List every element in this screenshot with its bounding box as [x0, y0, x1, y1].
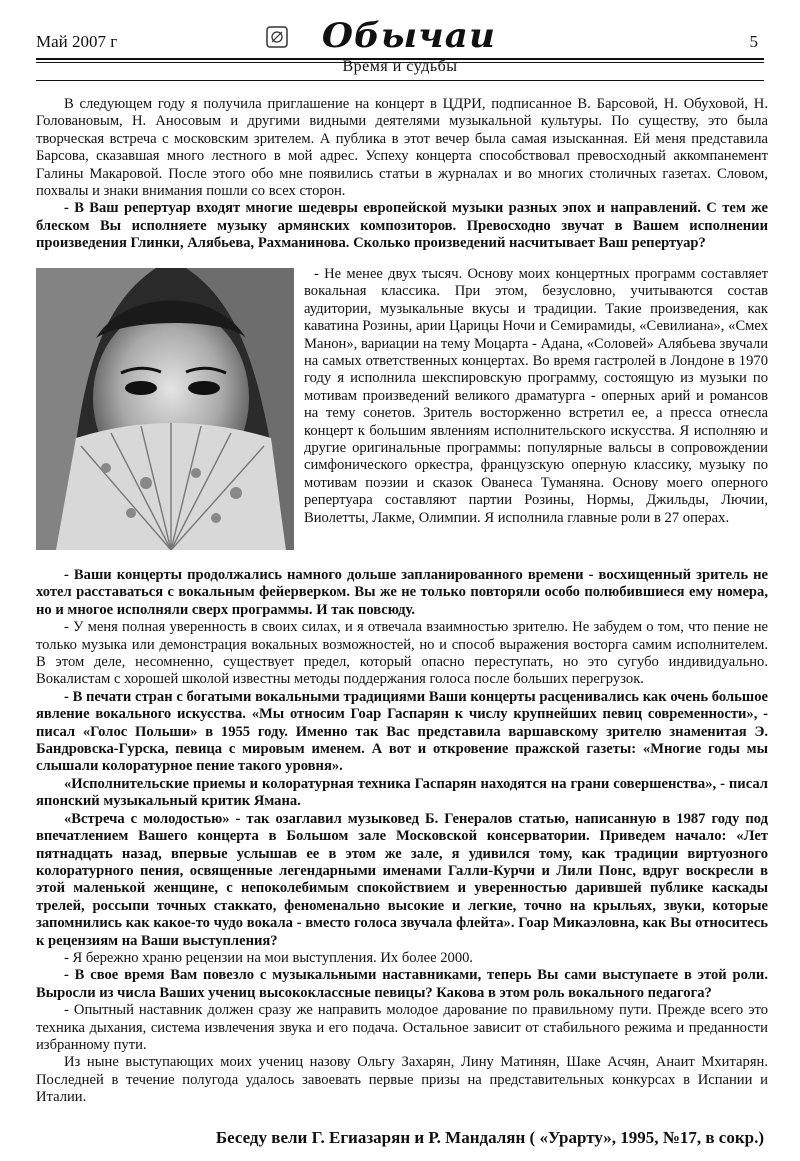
article-top	[36, 96, 768, 253]
interview-answer: - У меня полная уверенность в своих силах, и я отвечала взаимностью зрителю. Не забудем о том, что пение не только музыка или демонстрация вокальных возможностей, но и способ выражения восторга самим исполнителем. В этом деле, несомненно, существует предел, который опасно переступать, но это сугубо индивидуально. Вокалистам с хорошей школой известны методы поддержания голоса после больших перегрузок.	[36, 619, 768, 688]
page-header	[36, 12, 764, 58]
interview-answer: - Опытный наставник должен сразу же направить молодое дарование по правильному пути. Прежде всего это техника дыхания, система извлечения звука и его подача. Остальное зависит от стабильного режима и преданности избранному пути.	[36, 1002, 768, 1053]
interview-answer: - Я бережно храню рецензии на мои выступления. Их более 2000.	[64, 949, 474, 966]
interview-question: «Встреча с молодостью» - так озаглавил музыковед Б. Генералов статью, написанную в 1987 году под впечатлением Вашего концерта в Большом зале Московской консерватории. Приведем начало: «Лет пятнадцать назад, впервые услышав ее в этом же зале, я удивился тому, как традиции виртуозного колоратурного пения, освященные легендарными именами Галли-Курчи и Лили Понс, вдруг воскресли в этой маленькой женщине, с непоколебимым спокойствием и уверенностью дарившей публике каскады трелей, россыпи точных стаккато, феноменально высокие и легкие, точно на крыльях, звуки, которые запомнились как какое-то чудо вокала - вместо голоса звучала флейта». Гоар Микаэловна, как Вы относитесь к рецензиям на Ваши выступления?	[36, 810, 768, 949]
newspaper-title: Обычаи	[321, 16, 496, 56]
page-number: 5	[749, 32, 758, 51]
singer-portrait-photo	[36, 268, 294, 550]
section-title: Время и судьбы	[342, 58, 458, 75]
article-credit: Беседу вели Г. Егиазарян и Р. Мандалян ( «Урарту», 1995, №17, в сокр.)	[215, 1128, 764, 1147]
issue-date: Май 2007 г	[36, 32, 118, 51]
paragraph: В следующем году я получила приглашение на концерт в ЦДРИ, подписанное В. Барсовой, Н. Обуховой, Н. Головановым, Н. Аносовым и другими видными деятелями музыкальной культуры. По существу, это была творческая встреча с московским зрителем. А публика в этот вечер была самая изысканная. Ей меня представила Барсова, сказавшая много лестного в мой адрес. Успеху концерта способствовал превосходный аккомпанемент Галины Макаровой. После этого обо мне появились статьи в журналах и во многих столичных газетах. Словом, похвалы и знаки внимания пошли со всех сторон.	[36, 96, 768, 200]
interview-question: - В печати стран с богатыми вокальными традициями Ваши концерты расценивались как очень большое явление вокального искусства. «Мы относим Гоар Гаспарян к числу крупнейших певиц современности», - писал «Голос Польши» в 1955 году. Именно так Вас представила варшавскому зрителю знаменитая Э. Бандровска-Гурска, певица с мировым именем. А вот и откровение пражской газеты: «Многие годы мы слышали колоратурное пение такого уровня».	[36, 688, 768, 775]
interview-question: - В Ваш репертуар входят многие шедевры европейской музыки разных эпох и направлений. С тем же блеском Вы исполняете музыку армянских композиторов. Превосходно звучат в Вашем исполнении произведения Глинки, Алябьева, Рахманинова. Сколько произведений насчитывает Ваш репертуар?	[36, 200, 768, 252]
section-divider	[36, 80, 764, 81]
quote-paragraph: «Исполнительские приемы и колоратурная техника Гаспарян находятся на грани совершенства», - писал японский музыкальный критик Ямана.	[36, 775, 768, 810]
publisher-emblem-icon	[266, 26, 288, 48]
article-side-column	[304, 266, 768, 527]
interview-question: - Ваши концерты продолжались намного дольше запланированного времени - восхищенный зритель не хотел расставаться с вокальным фейерверком. Вы же не только повторяли особо полюбившиеся ему номера, но и многое исполняли сверх программы. И так повсюду.	[36, 567, 768, 618]
interview-question: - В свое время Вам повезло с музыкальными наставниками, теперь Вы сами выступаете в этой роли. Выросли из числа Ваших учениц высококлассные певицы? Какова в этом роль вокального педагога?	[36, 967, 768, 1001]
interview-answer: Из ныне выступающих моих учениц назову Ольгу Захарян, Лину Матинян, Шаке Асчян, Анаит Мхитарян. Последней в течение полугода удалось завоевать первые призы на представительных конкурсах в Испании и Италии.	[36, 1054, 768, 1106]
interview-answer: - Не менее двух тысяч. Основу моих концертных программ составляет вокальная классика. При этом, безусловно, учитываются состав аудитории, музыкальные вкусы и традиции. Такие произведения, как каватина Розины, арии Царицы Ночи и Семирамиды, «Севилиана», «Смех Манон», вариации на тему Моцарта - Адана, «Соловей» Алябьева звучали на самых ответственных концертах. Во время гастролей в Лондоне в 1970 году я исполнила шекспировскую программу, состоящую из музыки по мотивам произведений великого драматурга - оперных арий и романсов на тему сонетов. Зритель восторженно встретил ее, а пресса отнесла концерт к большим явлениям исполнительского искусства. Я исполняю и другие оригинальные программы: популярные вальсы в сопровождении симфонического оркестра, французскую оперную классику, музыку по мотивам поэзии и сказок Ованеса Туманяна. Основу моего оперного репертуара составляют партии Розины, Нормы, Джильды, Лючии, Виолетты, Лакме, Олимпии. Я исполнила главные роли в 27 операх.	[304, 266, 768, 526]
article-bottom	[36, 567, 768, 1107]
